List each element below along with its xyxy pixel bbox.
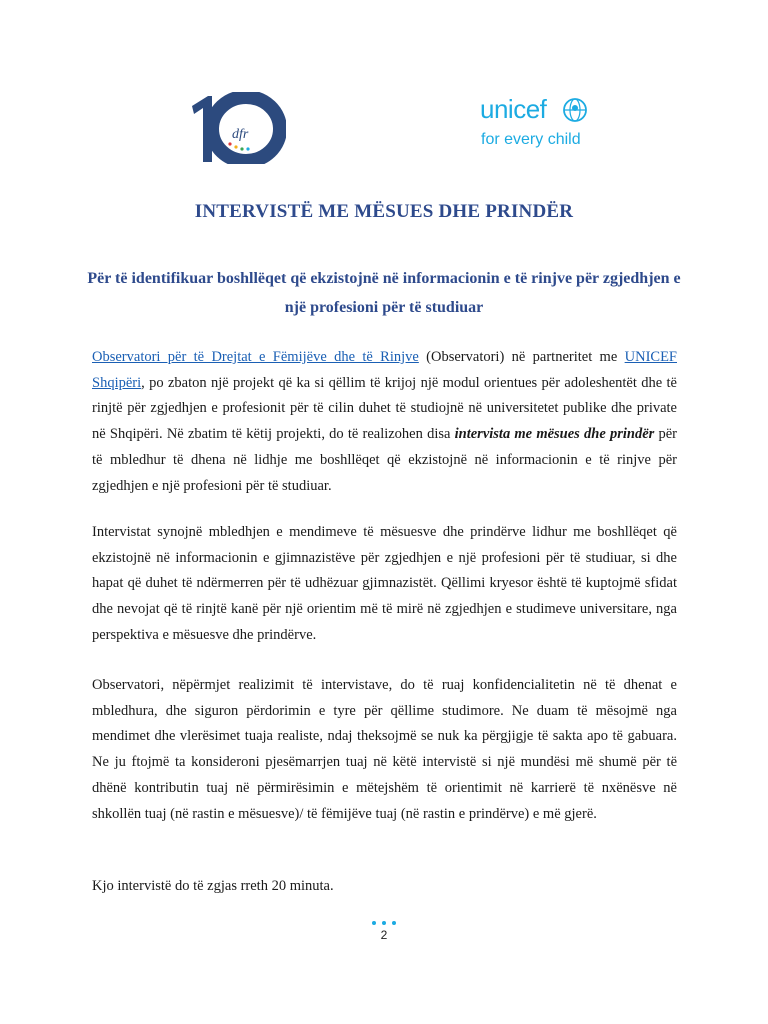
intro-emphasis: intervista me mësues dhe prindër xyxy=(454,426,655,443)
document-title: INTERVISTË ME MËSUES DHE PRINDËR xyxy=(194,201,574,222)
intro-text-1: (Observatori) në partneritet me xyxy=(418,349,625,365)
dfr-badge-text: dfr xyxy=(232,127,249,142)
anniversary-10-logo xyxy=(190,92,286,164)
unicef-logo xyxy=(480,95,590,151)
confidentiality-paragraph: Observatori, nëpërmjet realizimit të intervistave, do të ruaj konfidencialitetin në të dhenat e mbledhura, dhe siguron përdorimin e tyre për qëllime studimore. Ne duam të mësojmë nga mendimet dhe vlerësimet tuaja realiste, ndaj theksojmë se nuk ka përgjigje të sakta apo të gabuara. Ne ju ftojmë ta konsideroni pjesëmarrjen tuaj në këtë intervistë si një mundësi më shumë për të dhënë kontributin tuaj në përmirësimin e mëtejshëm të orientimit në karrierë të nxënësve në shkollën tuaj (në rastin e mësuesve)/ të fëmijëve tuaj (në rastin e prindërve) e më gjerë. xyxy=(92,677,677,822)
observatory-link[interactable]: Observatori për të Drejtat e Fëmijëve dhe të Rinjve xyxy=(92,349,419,365)
unicef-albania-link[interactable]: UNICEF Shqipëri xyxy=(92,349,677,391)
unicef-tagline: for every child xyxy=(481,131,581,148)
document-subtitle: Për të identifikuar boshllëqet që ekzistojnë në informacionin e të rinjve për zgjedhjen e një profesioni për të studiuar xyxy=(87,270,681,316)
page-dots-icon xyxy=(371,919,397,927)
unicef-wordmark: unicef xyxy=(480,94,547,124)
unicef-emblem-icon xyxy=(562,97,588,123)
intro-text-2: , po zbaton një projekt që ka si qëllim të krijoj një modul orientues për adoleshentët dhe të rinjtë për zgjedhjen e profesionit për të cilin duhet të studiojnë në universitetet publike dhe private në Shqipëri. Në zbatim të këtij projekti, do të realizohen disa xyxy=(92,374,677,443)
intro-text-3: për të mbledhur të dhena në lidhje me boshllëqet që ekzistojnë në informacionin e të rinjve për zgjedhjen e një profesioni për të studiuar. xyxy=(92,426,677,494)
purpose-paragraph: Intervistat synojnë mbledhjen e mendimeve të mësuesve dhe prindërve lidhur me boshllëqet që ekzistojnë në informacionin e gjimnazistëve për zgjedhjen e një profesioni për të studiuar, si dhe hapat që duhet të ndërmerren për të udhëzuar gjimnazistët. Qëllimi kryesor është të kuptojmë sfidat dhe nevojat që të rinjtë kanë për një orientim më të mirë në zgjedhjen e studimeve universitare, nga perspektiva e mësuesve dhe prindërve. xyxy=(92,524,677,643)
intro-paragraph xyxy=(92,345,677,499)
duration-paragraph: Kjo intervistë do të zgjas rreth 20 minuta. xyxy=(92,878,334,894)
page-number: 2 xyxy=(380,928,388,942)
